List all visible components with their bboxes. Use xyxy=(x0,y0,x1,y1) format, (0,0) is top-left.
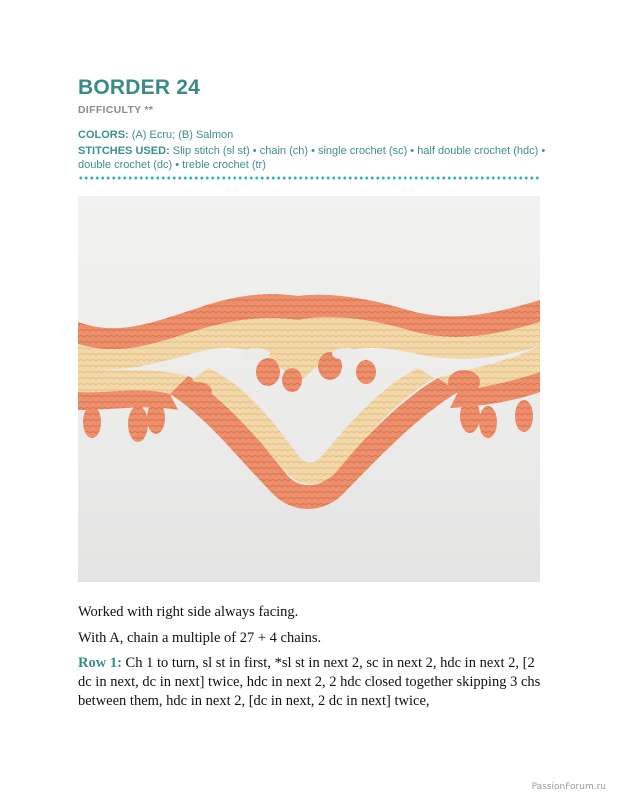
stitches-label: STITCHES USED: xyxy=(78,145,170,157)
instruction-chain: With A, chain a multiple of 27 + 4 chains. xyxy=(78,630,322,646)
row-1-label: Row 1: xyxy=(78,655,122,671)
instruction-row-1 xyxy=(78,654,548,711)
watermark: PassionForum.ru xyxy=(531,782,606,792)
row-1-text: Ch 1 to turn, sl st in first, *sl st in next 2, sc in next 2, hdc in next 2, [2 dc in next, dc in next] twice, hdc in next 2, 2 hdc closed together skipping 3 chs between them, hdc in next 2, [dc in next, 2 dc in next] twice, xyxy=(78,655,541,709)
stitches-line xyxy=(78,144,548,172)
colors-value: (A) Ecru; (B) Salmon xyxy=(128,129,234,141)
difficulty-rating: DIFFICULTY ** xyxy=(78,104,154,116)
crochet-border-photo xyxy=(78,196,540,582)
page-title: BORDER 24 xyxy=(78,76,200,99)
instruction-intro: Worked with right side always facing. xyxy=(78,604,299,620)
colors-label: COLORS: xyxy=(78,129,129,141)
stitches-value: Slip stitch (sl st) • chain (ch) • single crochet (sc) • half double crochet (hdc) • double crochet (dc) • treble crochet (tr) xyxy=(78,145,546,171)
colors-line xyxy=(78,128,548,142)
crochet-border-illustration xyxy=(78,196,540,582)
dotted-divider xyxy=(78,176,540,180)
